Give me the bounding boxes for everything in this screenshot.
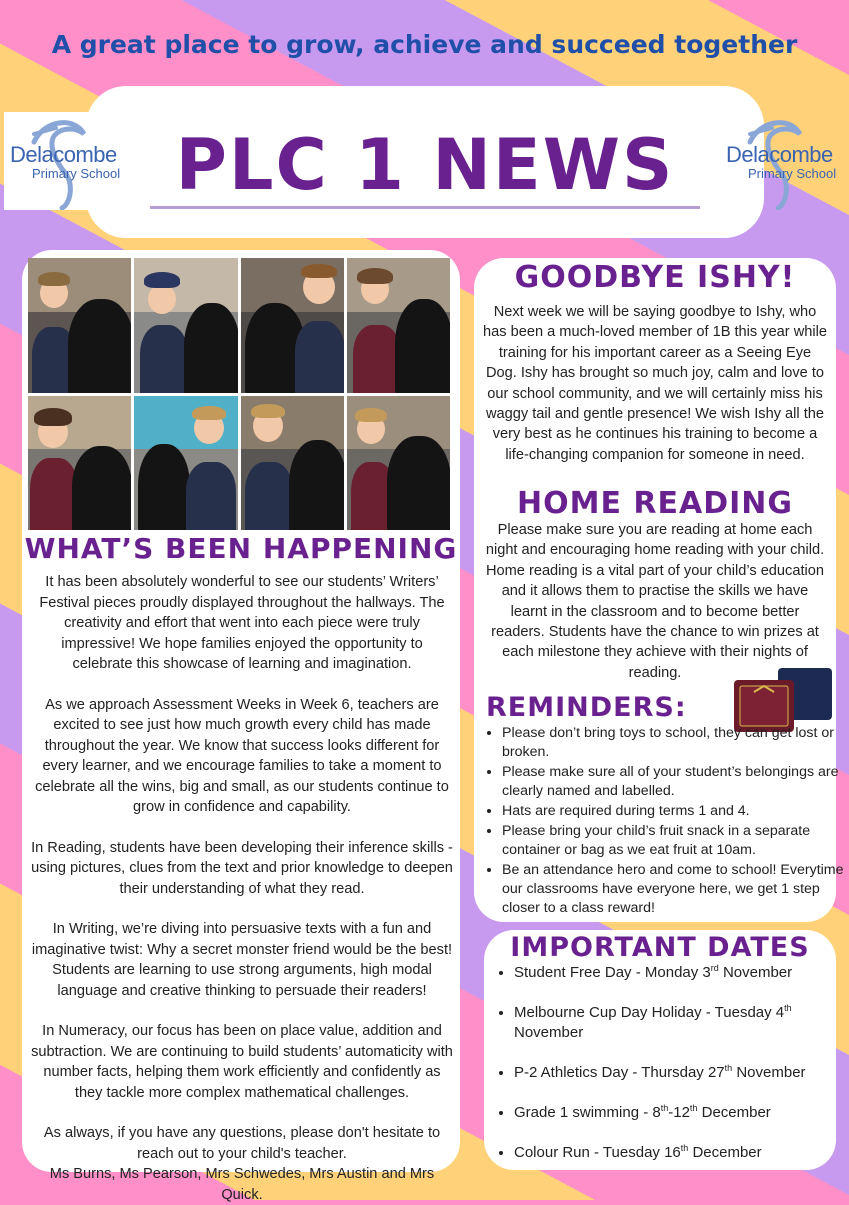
newsletter-title: PLC 1 NEWS [175, 124, 675, 206]
paragraph: As we approach Assessment Weeks in Week 6, teachers are excited to see just how much growth every child has made throughout the year. We know that success looks different for every learner, and we encourage families to take a moment to celebrate all the wins, big and small, as our students continue to grow in confidence and capability. [35, 696, 449, 815]
list-item: • Please make sure all of your student’s belongings are clearly named and labelled. [502, 763, 847, 801]
logo-name: Delacombe [10, 142, 117, 167]
photo-student-with-dog [28, 258, 131, 393]
list-item: • Colour Run - Tuesday 16th December [514, 1138, 844, 1163]
reminders-heading: REMINDERS: [486, 692, 687, 723]
goodbye-ishy-text: Next week we will be saying goodbye to Ishy, who has been a much-loved member of 1B this year while training for his important career as a Seeing Eye Dog. Ishy has brought so much joy, calm and love to our school community, and we will certainly miss his waggy tail and gentle presence! We wish Ishy all the very best as he continues his training to become a life-changing companion for someone in need. [483, 304, 827, 463]
school-logo-left [4, 112, 129, 210]
goodbye-ishy-heading: GOODBYE ISHY! [514, 260, 796, 295]
paragraph: In Numeracy, our focus has been on place value, addition and subtraction. We are continuing to build students’ automaticity with number facts, helping them work efficiently and confidently as they tackle more complex mathematical challenges. [31, 1023, 453, 1101]
important-dates-panel [484, 930, 836, 1170]
list-item: • Be an attendance hero and come to school! Everytime our classrooms have everyone here, we get 1 step closer to a class reward! [502, 861, 847, 918]
photo-student-with-dog [347, 258, 450, 393]
teacher-signoff: Ms Burns, Ms Pearson, Mrs Schwedes, Mrs Austin and Mrs Quick. [49, 1166, 435, 1203]
paragraph: It has been absolutely wonderful to see our students’ Writers’ Festival pieces proudly displayed throughout the hallways. The creativity and effort that went into each piece were truly impressive! We hope families enjoyed the opportunity to celebrate this showcase of learning and imagination. [39, 574, 445, 672]
whats-happening-panel [22, 250, 460, 1203]
list-item: • Please don’t bring toys to school, they can get lost or broken. [502, 724, 847, 762]
list-item: • Melbourne Cup Day Holiday - Tuesday 4th November [514, 998, 844, 1043]
home-reading-text: Please make sure you are reading at home each night and encouraging home reading with your child. Home reading is a vital part of your child’s education and it allows them to practise the skills we have learnt in the classroom and to become better readers. Students have the chance to win prizes at each milestone they achieve with their nights of reading. [485, 522, 825, 681]
ishy-photo-collage [28, 258, 450, 530]
important-dates-heading: IMPORTANT DATES [510, 932, 810, 963]
photo-student-with-dog [28, 396, 131, 531]
title-underline [150, 206, 700, 209]
logo-subtitle: Primary School [32, 166, 121, 181]
list-item: • Hats are required during terms 1 and 4. [502, 802, 847, 821]
important-dates-list [496, 958, 844, 1178]
closing-paragraph: As always, if you have any questions, please don't hesitate to reach out to your child's teacher. [43, 1125, 441, 1162]
logo-subtitle: Primary School [748, 166, 837, 181]
photo-student-with-dog [241, 258, 344, 393]
paragraph: In Reading, students have been developing their inference skills - using pictures, clues from the text and prior knowledge to deepen their understanding of what they read. [31, 839, 453, 897]
list-item: • Grade 1 swimming - 8th-12th December [514, 1098, 844, 1123]
home-reading-heading: HOME READING [516, 486, 793, 521]
news-panel [474, 258, 844, 922]
paragraph: In Writing, we’re diving into persuasive texts with a fun and imaginative twist: Why a secret monster friend would be the best! Students are learning to use strong arguments, high modal language and creative thinking to persuade their readers! [31, 921, 453, 999]
photo-student-with-dog [241, 396, 344, 531]
list-item: • Please bring your child’s fruit snack in a separate container or bag as we eat fruit at 10am. [502, 822, 847, 860]
list-item: • Student Free Day - Monday 3rd November [514, 958, 844, 983]
school-logo-right [720, 112, 845, 210]
school-tagline: A great place to grow, achieve and succeed together [51, 30, 798, 59]
reminders-list [484, 724, 847, 919]
header-banner [86, 86, 764, 238]
list-item: • P-2 Athletics Day - Thursday 27th November [514, 1058, 844, 1083]
whats-happening-heading: WHAT’S BEEN HAPPENING [24, 532, 458, 565]
photo-student-with-dog [134, 396, 237, 531]
whats-happening-body [30, 572, 454, 1205]
logo-name: Delacombe [726, 142, 833, 167]
photo-student-with-dog [134, 258, 237, 393]
photo-student-with-dog [347, 396, 450, 531]
